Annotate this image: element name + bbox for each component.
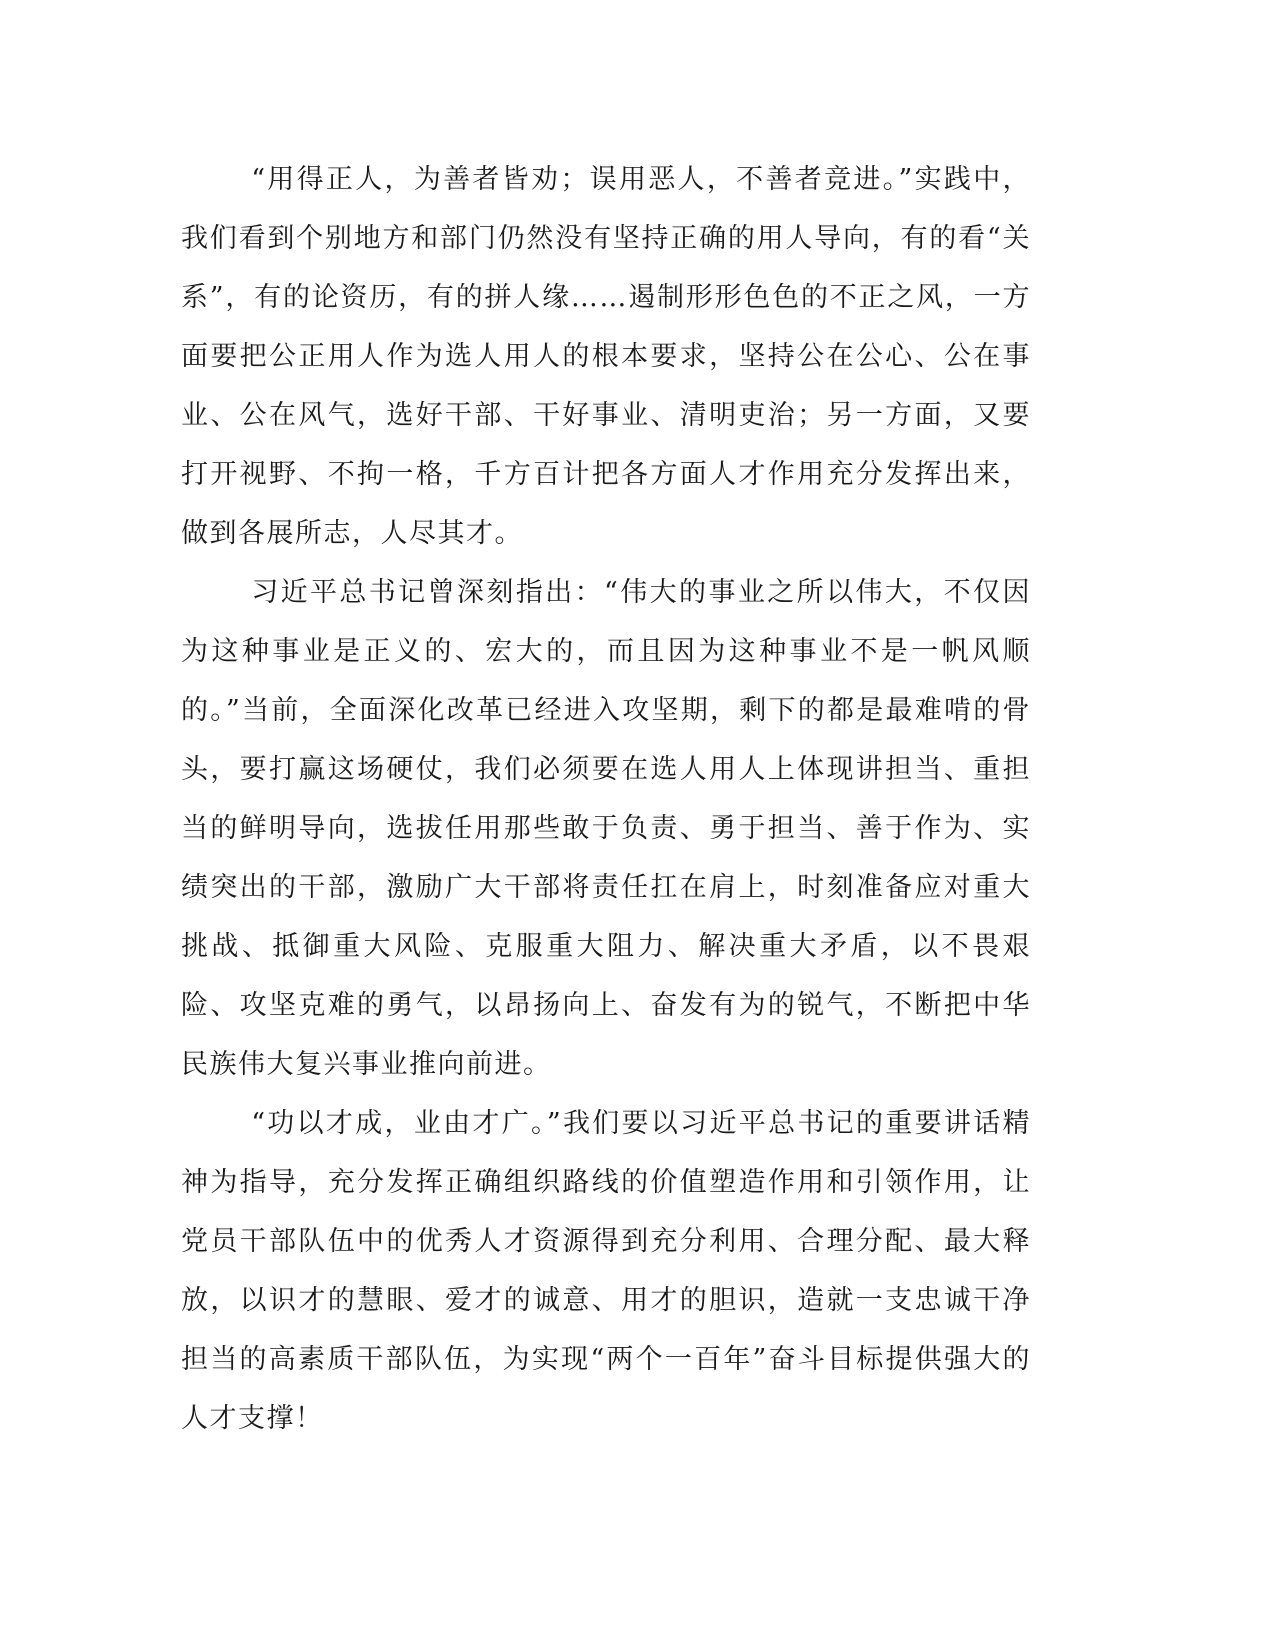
document-body bbox=[181, 150, 1031, 1448]
paragraph-3: “功以才成，业由才广。”我们要以习近平总书记的重要讲话精神为指导，充分发挥正确组织路线的价值塑造作用和引领作用，让党员干部队伍中的优秀人才资源得到充分利用、合理分配、最大释放，以识才的慧眼、爱才的诚意、用才的胆识，造就一支忠诚干净担当的高素质干部队伍，为实现“两个一百年”奋斗目标提供强大的人才支撑！ bbox=[181, 1108, 1031, 1434]
paragraph-1: “用得正人，为善者皆劝；误用恶人，不善者竞进。”实践中，我们看到个别地方和部门仍然没有坚持正确的用人导向，有的看“关系”，有的论资历，有的拼人缘……遏制形形色色的不正之风，一方面要把公正用人作为选人用人的根本要求，坚持公在公心、公在事业、公在风气，选好干部、干好事业、清明吏治；另一方面，又要打开视野、不拘一格，千方百计把各方面人才作用充分发挥出来，做到各展所志，人尽其才。 bbox=[181, 164, 1031, 549]
paragraph-2: 习近平总书记曾深刻指出：“伟大的事业之所以伟大，不仅因为这种事业是正义的、宏大的，而且因为这种事业不是一帆风顺的。”当前，全面深化改革已经进入攻坚期，剩下的都是最难啃的骨头，要打赢这场硬仗，我们必须要在选人用人上体现讲担当、重担当的鲜明导向，选拔任用那些敢于负责、勇于担当、善于作为、实绩突出的干部，激励广大干部将责任扛在肩上，时刻准备应对重大挑战、抵御重大风险、克服重大阻力、解决重大矛盾，以不畏艰险、攻坚克难的勇气，以昂扬向上、奋发有为的锐气，不断把中华民族伟大复兴事业推向前进。 bbox=[181, 577, 1031, 1080]
